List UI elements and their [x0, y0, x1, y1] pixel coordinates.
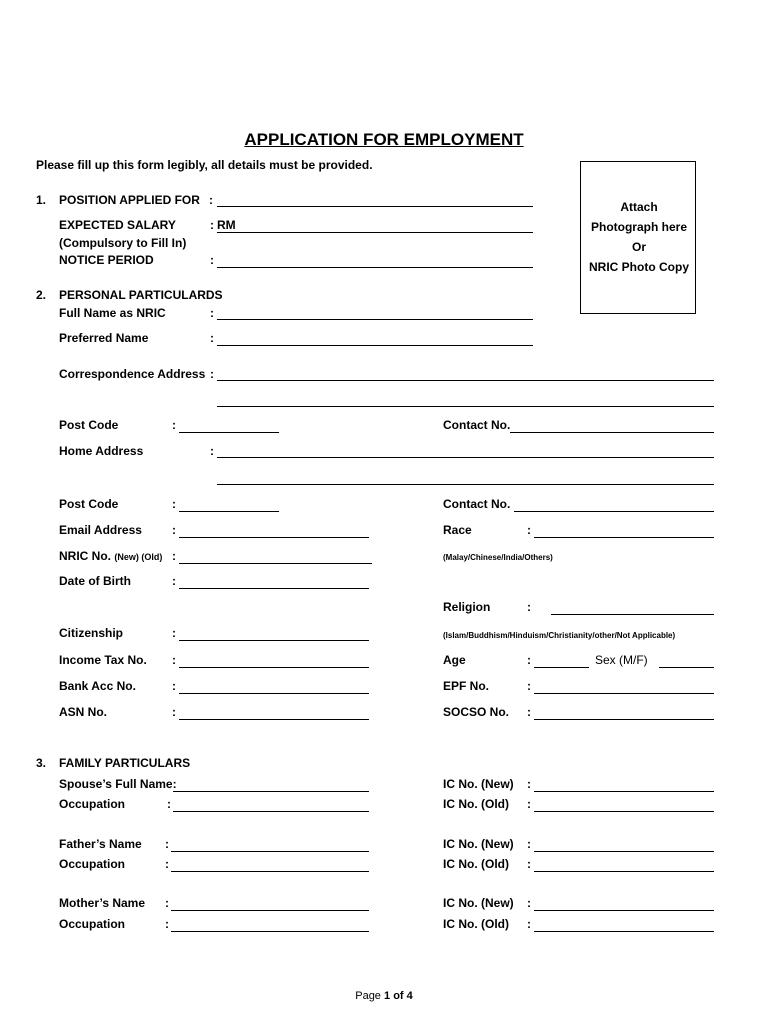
colon: : — [527, 653, 531, 667]
father-name-field[interactable] — [171, 851, 369, 852]
colon: : — [210, 306, 214, 320]
citizenship-label: Citizenship — [59, 626, 124, 640]
colon: : — [172, 497, 176, 511]
colon: : — [527, 857, 531, 871]
spouse-occupation-field[interactable] — [173, 811, 369, 812]
of-word: of — [393, 990, 404, 1002]
colon: : — [165, 896, 169, 910]
race-field[interactable] — [534, 537, 714, 538]
photo-attachment-box — [580, 161, 696, 314]
nric-label — [59, 549, 162, 564]
spouse-occupation-label: Occupation — [59, 797, 126, 811]
contact-no-label: Contact No. — [443, 418, 511, 432]
asn-field[interactable] — [179, 719, 369, 720]
colon: : — [527, 797, 531, 811]
mother-ic-new-label: IC No. (New) — [443, 896, 514, 910]
mother-ic-old-field[interactable] — [534, 931, 714, 932]
socso-field[interactable] — [534, 719, 714, 720]
race-label: Race — [443, 523, 472, 537]
mother-occupation-field[interactable] — [171, 931, 369, 932]
colon: : — [210, 218, 214, 232]
colon: : — [527, 705, 531, 719]
notice-period-label: NOTICE PERIOD — [59, 253, 154, 267]
colon: : — [172, 549, 176, 563]
salary-note: (Compulsory to Fill In) — [59, 236, 187, 250]
photo-box-line-4: NRIC Photo Copy — [589, 260, 689, 274]
email-field[interactable] — [179, 537, 369, 538]
personal-particulars-heading: PERSONAL PARTICULARDS — [59, 288, 223, 302]
father-ic-old-field[interactable] — [534, 871, 714, 872]
epf-label: EPF No. — [443, 679, 490, 693]
colon: : — [210, 253, 214, 267]
spouse-name-field[interactable] — [173, 791, 369, 792]
father-occupation-label: Occupation — [59, 857, 126, 871]
colon: : — [210, 331, 214, 345]
citizenship-field[interactable] — [179, 640, 369, 641]
colon: : — [527, 777, 531, 791]
page-word: Page — [355, 990, 381, 1002]
bank-acc-field[interactable] — [179, 693, 369, 694]
contact-no-field-2[interactable] — [514, 511, 714, 512]
colon: : — [172, 705, 176, 719]
home-address-field-2[interactable] — [217, 484, 714, 485]
photo-box-line-2: Photograph here — [590, 220, 687, 234]
colon: : — [172, 418, 176, 432]
colon: : — [527, 896, 531, 910]
preferred-name-field[interactable] — [217, 345, 533, 346]
spouse-ic-new-label: IC No. (New) — [443, 777, 514, 791]
home-address-label: Home Address — [59, 444, 144, 458]
spouse-ic-new-field[interactable] — [534, 791, 714, 792]
age-label: Age — [443, 653, 466, 667]
colon: : — [172, 653, 176, 667]
father-name-label: Father’s Name — [59, 837, 142, 851]
nric-field[interactable] — [179, 563, 372, 564]
colon: : — [527, 837, 531, 851]
sex-label: Sex (M/F) — [595, 653, 648, 667]
colon: : — [165, 837, 169, 851]
asn-label: ASN No. — [59, 705, 107, 719]
instruction-text: Please fill up this form legibly, all details must be provided. — [36, 158, 373, 172]
current-page: 1 — [384, 990, 391, 1002]
colon: : — [527, 917, 531, 931]
spouse-ic-old-field[interactable] — [534, 811, 714, 812]
colon: : — [210, 444, 214, 458]
correspondence-address-field-1[interactable] — [217, 380, 714, 381]
salary-currency-prefix: RM — [217, 218, 236, 232]
colon: : — [527, 523, 531, 537]
spouse-name-label: Spouse’s Full Name: — [59, 777, 177, 791]
sex-field[interactable] — [659, 667, 714, 668]
mother-name-label: Mother’s Name — [59, 896, 146, 910]
full-name-label: Full Name as NRIC — [59, 306, 166, 320]
race-note: (Malay/Chinese/India/Others) — [443, 553, 553, 562]
dob-field[interactable] — [179, 588, 369, 589]
bank-acc-label: Bank Acc No. — [59, 679, 136, 693]
colon: : — [165, 917, 169, 931]
colon: : — [209, 193, 213, 207]
contact-no-label-2: Contact No. — [443, 497, 511, 511]
photo-box-line-1: Attach — [620, 200, 658, 214]
section-2-number: 2. — [36, 288, 47, 302]
age-field[interactable] — [534, 667, 589, 668]
nric-label-text: NRIC No. — [59, 549, 111, 563]
expected-salary-label: EXPECTED SALARY — [59, 218, 176, 232]
position-applied-field[interactable] — [217, 206, 533, 207]
position-applied-label: POSITION APPLIED FOR — [59, 193, 200, 207]
correspondence-address-field-2[interactable] — [217, 406, 714, 407]
section-1-number: 1. — [36, 193, 47, 207]
email-label: Email Address — [59, 523, 142, 537]
photo-box-line-3: Or — [631, 240, 646, 254]
income-tax-label: Income Tax No. — [59, 653, 147, 667]
preferred-name-label: Preferred Name — [59, 331, 149, 345]
post-code-label-2: Post Code — [59, 497, 119, 511]
post-code-field[interactable] — [179, 432, 279, 433]
colon: : — [172, 679, 176, 693]
correspondence-address-label: Correspondence Address — [59, 367, 206, 381]
colon: : — [527, 600, 531, 614]
post-code-field-2[interactable] — [179, 511, 279, 512]
religion-note: (Islam/Buddhism/Hinduism/Christianity/other/Not Applicable) — [443, 631, 676, 640]
colon: : — [527, 679, 531, 693]
mother-ic-new-field[interactable] — [534, 910, 714, 911]
mother-name-field[interactable] — [171, 910, 369, 911]
father-ic-new-field[interactable] — [534, 851, 714, 852]
colon: : — [172, 523, 176, 537]
contact-no-field[interactable] — [510, 432, 714, 433]
colon: : — [172, 626, 176, 640]
mother-ic-old-label: IC No. (Old) — [443, 917, 509, 931]
income-tax-field[interactable] — [179, 667, 369, 668]
colon: : — [167, 797, 171, 811]
mother-occupation-label: Occupation — [59, 917, 126, 931]
notice-period-field[interactable] — [217, 267, 533, 268]
family-particulars-heading: FAMILY PARTICULARS — [59, 756, 191, 770]
full-name-field[interactable] — [217, 319, 533, 320]
spouse-ic-old-label: IC No. (Old) — [443, 797, 509, 811]
father-ic-old-label: IC No. (Old) — [443, 857, 509, 871]
father-occupation-field[interactable] — [171, 871, 369, 872]
expected-salary-field[interactable] — [217, 232, 533, 233]
colon: : — [172, 574, 176, 588]
form-title: APPLICATION FOR EMPLOYMENT — [244, 130, 524, 149]
nric-note: (New) (Old) — [114, 552, 163, 562]
religion-field[interactable] — [551, 614, 714, 615]
page-indicator — [0, 990, 768, 1002]
colon: : — [165, 857, 169, 871]
post-code-label: Post Code — [59, 418, 119, 432]
religion-label: Religion — [443, 600, 491, 614]
father-ic-new-label: IC No. (New) — [443, 837, 514, 851]
section-3-number: 3. — [36, 756, 47, 770]
total-pages: 4 — [406, 990, 413, 1002]
home-address-field-1[interactable] — [217, 457, 714, 458]
dob-label: Date of Birth — [59, 574, 131, 588]
socso-label: SOCSO No. — [443, 705, 510, 719]
colon: : — [210, 367, 214, 381]
epf-field[interactable] — [534, 693, 714, 694]
